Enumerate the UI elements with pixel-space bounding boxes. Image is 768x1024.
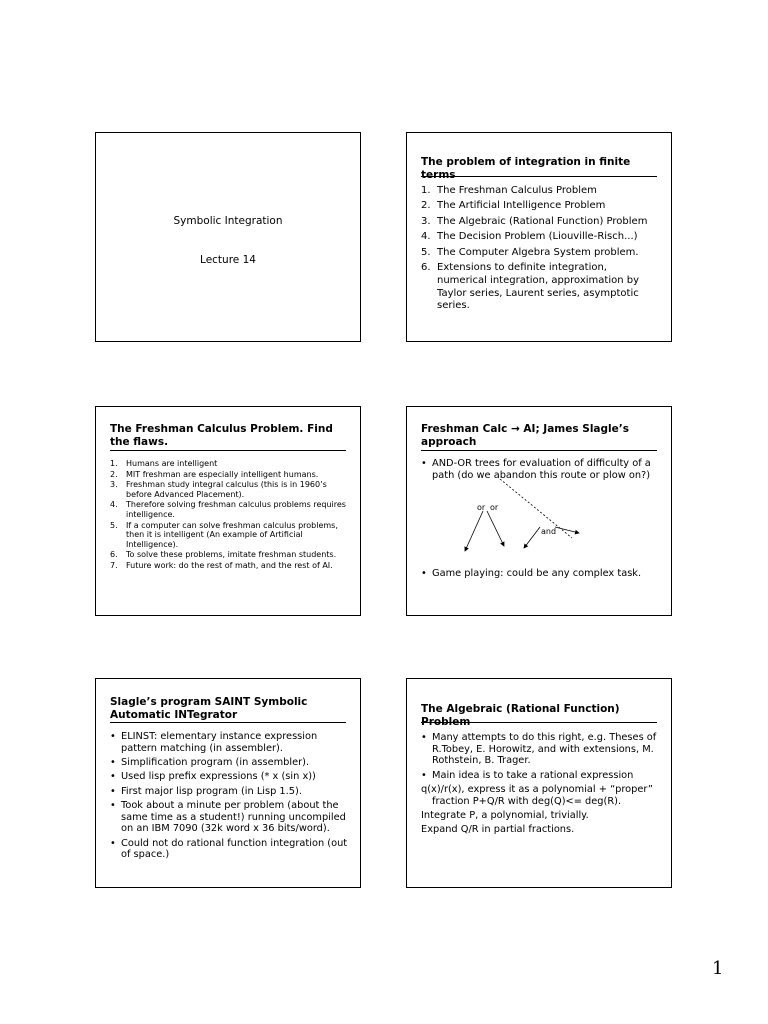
heading-divider	[421, 176, 657, 177]
text-line: q(x)/r(x), express it as a polynomial + “proper” fraction P+Q/R with deg(Q)<= deg(R).	[421, 783, 653, 807]
list-item: • Could not do rational function integration (out of space.)	[110, 837, 348, 861]
heading-divider	[110, 450, 346, 451]
list-item: 4. Therefore solving freshman calculus problems requires intelligence.	[110, 500, 346, 519]
list-item: 7. Future work: do the rest of math, and the rest of AI.	[110, 560, 333, 570]
heading-divider	[110, 722, 346, 723]
lecture-title: Symbolic Integration	[173, 215, 283, 227]
or-node-label: or	[490, 503, 499, 512]
or-node-label: or	[477, 503, 486, 512]
and-or-tree-diagram	[407, 407, 673, 617]
list-item: • Many attempts to do this right, e.g. Theses of R.Tobey, E. Horowitz, and with extensions, M. Rothstein, B. Trager.	[421, 732, 657, 767]
slide-heading: The Algebraic (Rational Function) Problem	[421, 703, 620, 728]
tree-edge	[487, 511, 504, 546]
bullet-list	[421, 732, 661, 839]
slide-title-card	[95, 132, 361, 342]
list-item: • First major lisp program (in Lisp 1.5).	[110, 785, 302, 797]
slide-heading: Slagle’s program SAINT Symbolic Automatic INTegrator	[110, 696, 308, 721]
text-line: Integrate P, a polynomial, trivially.	[421, 809, 589, 821]
slide-freshman-calculus	[95, 406, 361, 616]
list-item: • AND-OR trees for evaluation of difficulty of a path (do we abandon this route or plow on?)	[421, 458, 651, 481]
list-item: • Took about a minute per problem (about the same time as a student!) running uncompiled on an IBM 7090 (32k word x 36 bits/word).	[110, 800, 346, 835]
lecture-number: Lecture 14	[200, 254, 256, 266]
list-item: • Game playing: could be any complex task.	[421, 568, 642, 579]
list-item: 4. The Decision Problem (Liouville-Risch...)	[421, 231, 638, 243]
bullet-list	[110, 731, 350, 864]
and-node-label: and	[541, 527, 557, 536]
text-line: Expand Q/R in partial fractions.	[421, 824, 575, 836]
flaws-list	[110, 459, 350, 572]
list-item: 5. The Computer Algebra System problem.	[421, 246, 639, 258]
slide-heading: The Freshman Calculus Problem. Find the flaws.	[110, 423, 333, 448]
page-number: 1	[712, 958, 724, 979]
bullet-list	[421, 568, 661, 582]
slide-slagle-approach	[406, 406, 672, 616]
slide-rational-function	[406, 678, 672, 888]
tree-edge	[465, 511, 483, 551]
tree-edge	[524, 527, 540, 548]
list-item: 1. The Freshman Calculus Problem	[421, 185, 597, 196]
list-item: • Main idea is to take a rational expression	[421, 769, 634, 781]
heading-divider	[421, 722, 657, 723]
slide-heading: The problem of integration in finite terms	[421, 156, 631, 181]
slide-heading: Freshman Calc → AI; James Slagle’s approach	[421, 423, 629, 448]
problem-list	[421, 185, 659, 316]
list-item: 6. Extensions to definite integration, numerical integration, approximation by Taylor series, Laurent series, asymptotic series.	[421, 261, 640, 312]
right-arrow-icon: →	[510, 423, 520, 435]
list-item: • ELINST: elementary instance expression pattern matching (in assembler).	[110, 731, 318, 754]
list-item: 3. The Algebraic (Rational Function) Problem	[421, 215, 648, 227]
list-item: 3. Freshman study integral calculus (this is in 1960’s before Advanced Placement).	[110, 480, 327, 499]
tree-edge	[500, 479, 572, 538]
list-item: 6. To solve these problems, imitate freshman students.	[110, 550, 337, 560]
slide-integration-problems	[406, 132, 672, 342]
list-item: 2. MIT freshman are especially intelligent humans.	[110, 469, 319, 479]
slide-saint-program	[95, 678, 361, 888]
list-item: • Simplification program (in assembler).	[110, 756, 310, 768]
tree-edge	[555, 527, 579, 533]
list-item: 2. The Artificial Intelligence Problem	[421, 200, 606, 212]
list-item: • Used lisp prefix expressions (* x (sin x))	[110, 771, 316, 783]
list-item: 5. If a computer can solve freshman calculus problems, then it is intelligent (An example of Artificial Intelligence).	[110, 520, 338, 549]
list-item: 1. Humans are intelligent	[110, 459, 218, 468]
